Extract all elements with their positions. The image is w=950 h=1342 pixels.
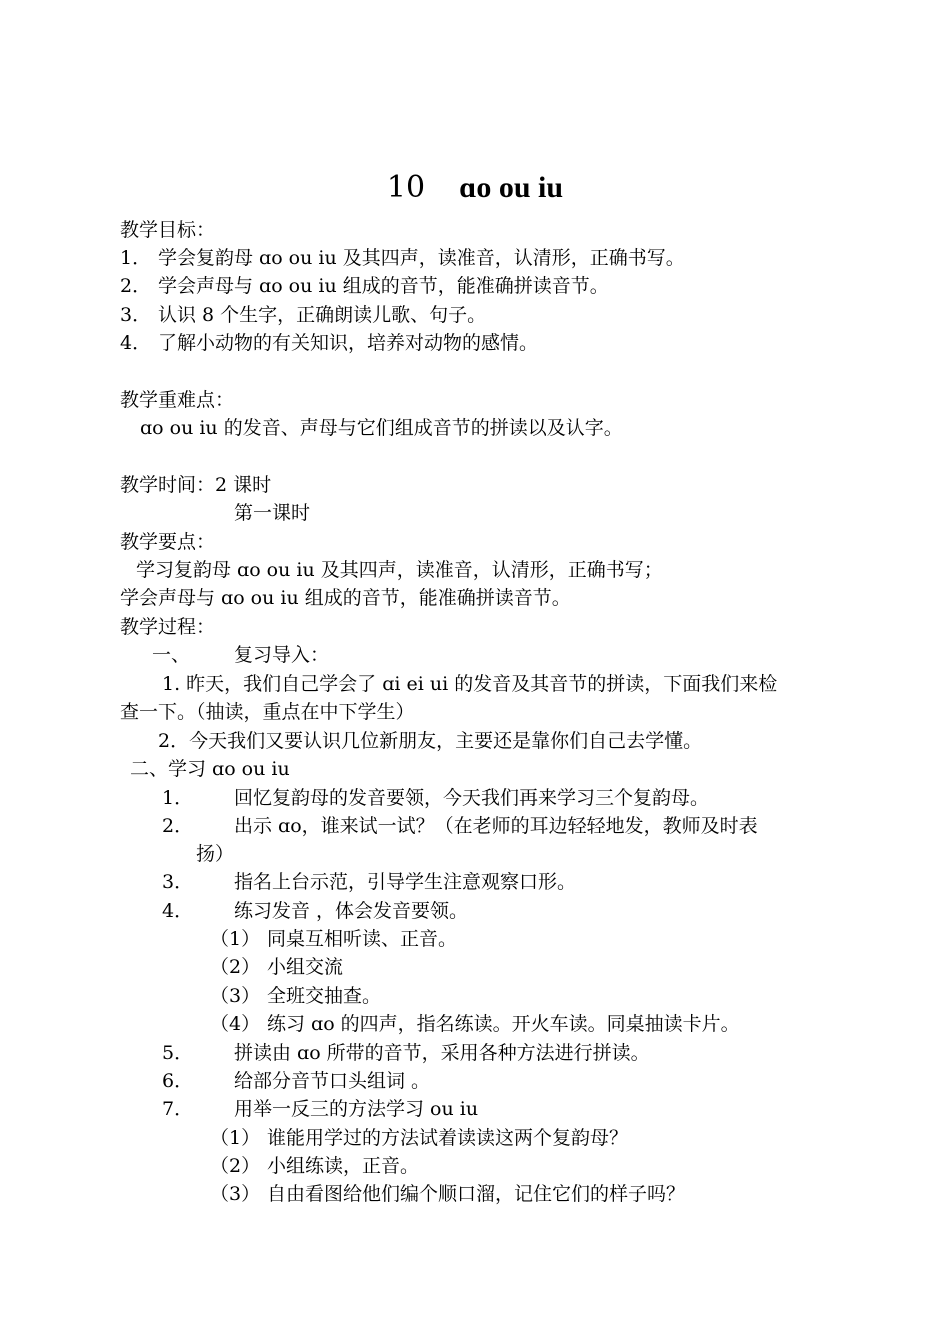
sub-item <box>210 1124 628 1152</box>
objective-text: 了解小动物的有关知识，培养对动物的感情。 <box>158 332 539 354</box>
step-item <box>162 1095 478 1123</box>
sub-number: （1） <box>210 928 261 950</box>
sub-number: （2） <box>210 956 261 978</box>
sub-number: （2） <box>210 1155 261 1177</box>
objective-number: 2． <box>120 275 152 297</box>
lesson-number: 10 <box>386 170 426 205</box>
step-item <box>162 784 709 812</box>
key-points-heading: 教学重难点： <box>120 389 235 411</box>
lesson-period: 第一课时 <box>234 502 311 524</box>
sub-item <box>210 953 343 981</box>
step-number: 6． <box>162 1070 194 1092</box>
teaching-time: 教学时间：2 课时 <box>120 474 272 496</box>
step-number: 4． <box>162 900 194 922</box>
step-number: 3． <box>162 871 194 893</box>
objective-item <box>120 301 486 329</box>
review-line: 查一下。（抽读，重点在中下学生） <box>120 701 415 723</box>
lesson-title <box>0 168 950 208</box>
step-continuation: 扬） <box>196 843 235 865</box>
step-item <box>162 1067 430 1095</box>
objective-number: 4． <box>120 332 152 354</box>
objectives-heading: 教学目标： <box>120 219 216 241</box>
sub-text: 同桌互相听读、正音。 <box>267 928 458 950</box>
sub-text: 自由看图给他们编个顺口溜，记住它们的样子吗？ <box>267 1183 686 1205</box>
sub-text: 练习 ɑo 的四声，指名练读。开火车读。同桌抽读卡片。 <box>267 1013 740 1035</box>
essentials-line: 学习复韵母 ɑo ou iu 及其四声，读准音，认清形，正确书写； <box>136 559 663 581</box>
step-number: 1． <box>162 787 194 809</box>
sub-item <box>210 1180 685 1208</box>
section-number: 一、 <box>152 644 191 666</box>
sub-number: （1） <box>210 1127 261 1149</box>
objective-text: 学会复韵母 ɑo ou iu 及其四声，读准音，认清形，正确书写。 <box>158 247 685 269</box>
sub-item <box>210 1010 740 1038</box>
step-item <box>162 868 576 896</box>
section-heading <box>152 641 329 669</box>
sub-text: 全班交抽查。 <box>267 985 382 1007</box>
objective-text: 认识 8 个生字，正确朗读儿歌、句子。 <box>158 304 487 326</box>
key-points-text: ɑo ou iu 的发音、声母与它们组成音节的拼读以及认字。 <box>140 417 623 439</box>
lesson-pinyin: ɑo ou iu <box>459 171 564 204</box>
step-text: 给部分音节口头组词 。 <box>234 1070 431 1092</box>
step-text: 回忆复韵母的发音要领，今天我们再来学习三个复韵母。 <box>234 787 710 809</box>
step-item <box>162 1039 650 1067</box>
essentials-line: 学会声母与 ɑo ou iu 组成的音节，能准确拼读音节。 <box>120 587 571 609</box>
sub-text: 谁能用学过的方法试着读读这两个复韵母？ <box>267 1127 629 1149</box>
step-text: 拼读由 ɑo 所带的音节，采用各种方法进行拼读。 <box>234 1042 650 1064</box>
sub-number: （3） <box>210 1183 261 1205</box>
essentials-heading: 教学要点： <box>120 531 216 553</box>
step-text: 用举一反三的方法学习 ou iu <box>234 1098 479 1120</box>
objective-number: 3． <box>120 304 152 326</box>
review-line: 1. 昨天，我们自己学会了 ɑi ei ui 的发音及其音节的拼读，下面我们来检 <box>162 673 778 695</box>
sub-number: （3） <box>210 985 261 1007</box>
objective-text: 学会声母与 ɑo ou iu 组成的音节，能准确拼读音节。 <box>158 275 609 297</box>
process-heading: 教学过程： <box>120 616 216 638</box>
sub-item <box>210 982 381 1010</box>
step-number: 2． <box>162 815 194 837</box>
sub-text: 小组练读，正音。 <box>267 1155 420 1177</box>
step-item <box>162 812 758 840</box>
step-number: 5． <box>162 1042 194 1064</box>
sub-text: 小组交流 <box>267 956 344 978</box>
review-line: 2．今天我们又要认识几位新朋友，主要还是靠你们自己去学懂。 <box>158 730 703 752</box>
objective-item <box>120 329 538 357</box>
step-item <box>162 897 468 925</box>
sub-number: （4） <box>210 1013 261 1035</box>
step-text: 练习发音 ，体会发音要领。 <box>234 900 469 922</box>
section-title: 复习导入： <box>234 644 330 666</box>
step-number: 7． <box>162 1098 194 1120</box>
objective-number: 1． <box>120 247 152 269</box>
step-text: 指名上台示范，引导学生注意观察口形。 <box>234 871 577 893</box>
objective-item <box>120 244 685 272</box>
sub-item <box>210 1152 419 1180</box>
sub-item <box>210 925 457 953</box>
section-heading: 二、学习 ɑo ou iu <box>130 758 290 780</box>
objective-item <box>120 272 609 300</box>
step-text: 出示 ɑo，谁来试一试？（在老师的耳边轻轻地发，教师及时表 <box>234 815 758 837</box>
